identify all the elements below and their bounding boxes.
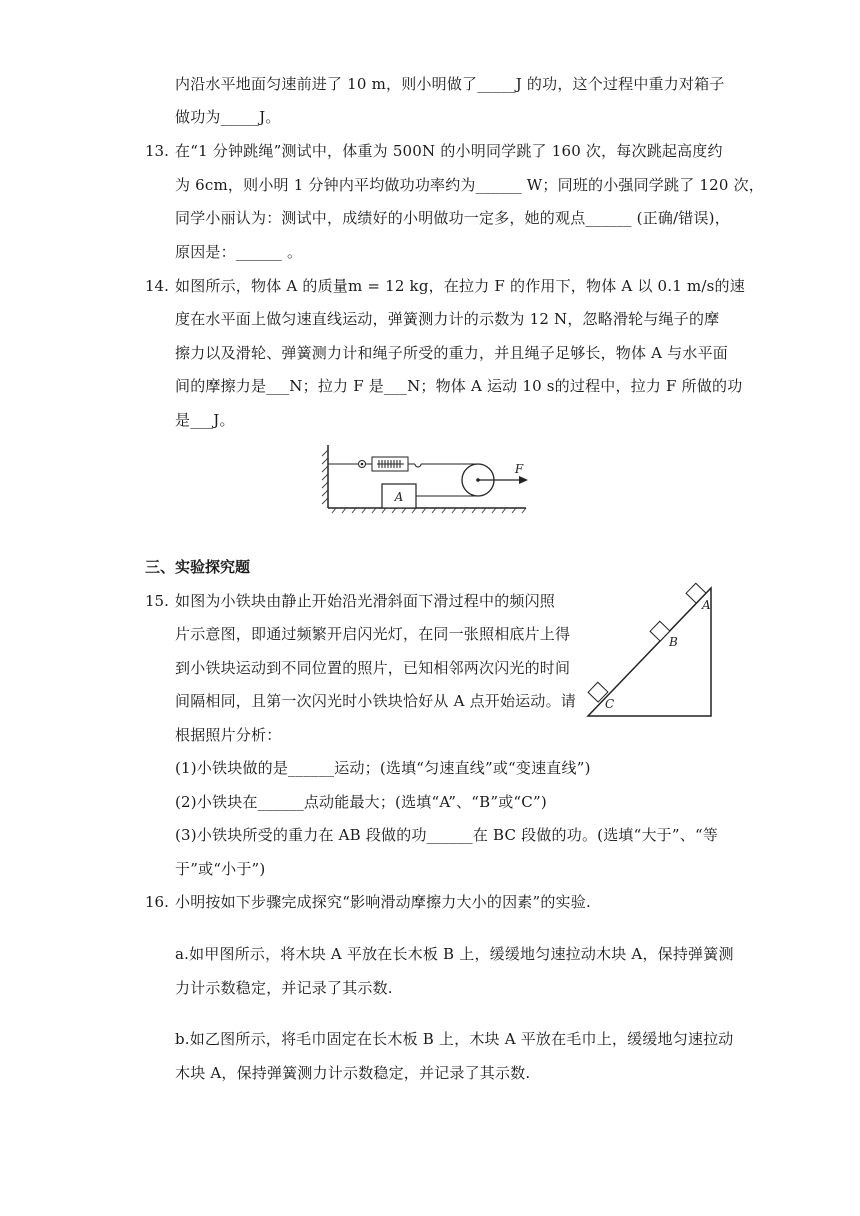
block-a-label: A — [394, 490, 404, 504]
q15-sub-3a: (3)小铁块所受的重力在 AB 段做的功______在 BC 段做的功。(选填“大于”、“等 — [175, 826, 719, 844]
q16-line-1: 小明按如下步骤完成探究“影响滑动摩擦力大小的因素”的实验. — [175, 893, 591, 911]
q16-step-b-line-1: b.如乙图所示，将毛巾固定在长木板 B 上，木块 A 平放在毛巾上，缓缓地匀速拉动 — [175, 1030, 734, 1048]
q15-line-5: 根据照片分析： — [175, 726, 282, 744]
block-at-b — [650, 621, 670, 641]
q16-step-b-line-2: 木块 A，保持弹簧测力计示数稳定，并记录了其示数. — [175, 1064, 531, 1082]
section-heading: 三、实验探究题 — [145, 558, 251, 576]
force-label: F — [514, 462, 524, 476]
q14-line-4: 间的摩擦力是___N；拉力 F 是___N；物体 A 运动 10 s的过程中，拉力 F 所做的功 — [175, 377, 743, 395]
q13-line-3: 同学小丽认为：测试中，成绩好的小明做功一定多，她的观点______ (正确/错误)， — [175, 209, 730, 227]
q13-line-2: 为 6cm，则小明 1 分钟内平均做功功率约为______ W；同班的小强同学跳了 120 次， — [175, 176, 764, 194]
q16-step-a-line-2: 力计示数稳定，并记录了其示数. — [175, 979, 393, 997]
q15-number: 15. — [145, 592, 169, 610]
q12-line-1: 内沿水平地面匀速前进了 10 m，则小明做了_____J 的功，这个过程中重力对箱子 — [175, 75, 725, 93]
q15-line-1: 如图为小铁块由静止开始沿光滑斜面下滑过程中的频闪照 — [175, 592, 556, 610]
label-c: C — [605, 697, 615, 711]
q15-sub-1: (1)小铁块做的是______运动；(选填“匀速直线”或“变速直线”) — [175, 759, 591, 777]
q14-line-2: 度在水平面上做匀速直线运动，弹簧测力计的示数为 12 N，忽略滑轮与绳子的摩 — [175, 310, 720, 328]
label-b: B — [669, 635, 678, 649]
q14-number: 14. — [145, 277, 169, 295]
hook-icon — [415, 464, 421, 467]
label-a: A — [702, 598, 711, 612]
q15-line-4: 间隔相同，且第一次闪光时小铁块恰好从 A 点开始运动。请 — [175, 692, 576, 710]
q15-incline-figure — [583, 582, 718, 722]
q15-line-2: 片示意图，即通过频繁开启闪光灯，在同一张照相底片上得 — [175, 625, 571, 643]
q12-line-2: 做功为_____J。 — [175, 108, 281, 126]
q13-number: 13. — [145, 142, 169, 160]
q15-sub-2: (2)小铁块在______点动能最大；(选填“A”、“B”或“C”) — [175, 793, 547, 811]
q13-line-4: 原因是：______ 。 — [175, 243, 303, 261]
q15-sub-3b: 于”或“小于”) — [175, 860, 266, 878]
wall-hatching — [322, 450, 328, 504]
q14-line-3: 擦力以及滑轮、弹簧测力计和绳子所受的重力，并且绳子足够长，物体 A 与水平面 — [175, 344, 728, 362]
q13-line-1: 在“1 分钟跳绳”测试中，体重为 500N 的小明同学跳了 160 次，每次跳起高度约 — [175, 142, 723, 160]
q14-line-5: 是___J。 — [175, 411, 235, 429]
q15-line-3: 到小铁块运动到不同位置的照片，已知相邻两次闪光的时间 — [175, 659, 571, 677]
q14-pulley-figure — [318, 440, 533, 515]
q16-step-a-line-1: a.如甲图所示，将木块 A 平放在长木板 B 上，缓缓地匀速拉动木块 A，保持弹簧测 — [175, 945, 734, 963]
q14-line-1: 如图所示，物体 A 的质量m = 12 kg，在拉力 F 的作用下，物体 A 以 0.1 m/s的速 — [175, 277, 745, 295]
q16-number: 16. — [145, 893, 169, 911]
